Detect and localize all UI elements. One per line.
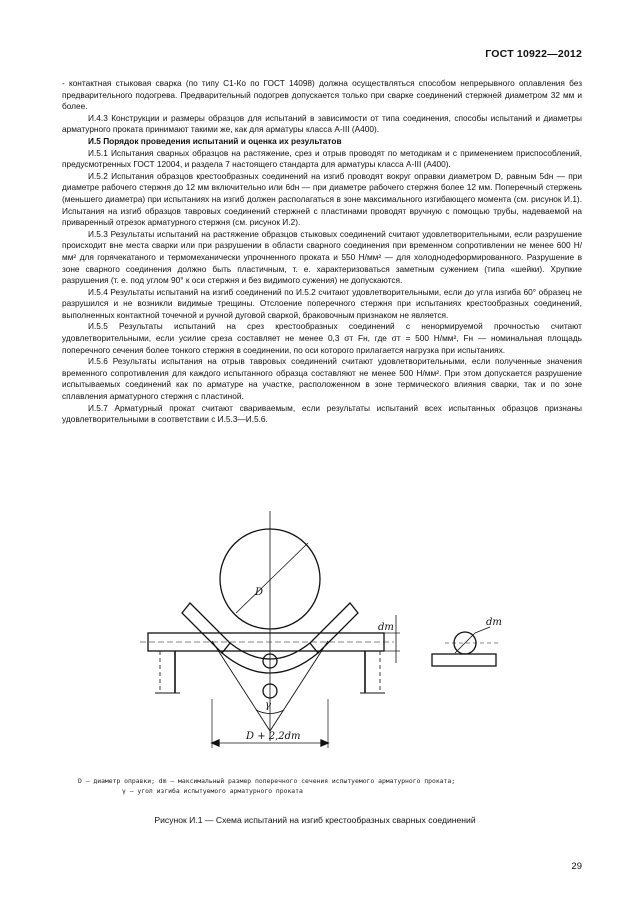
figure-bend-test-diagram xyxy=(60,503,580,768)
label-dm-detail: dm xyxy=(486,617,502,628)
body-text xyxy=(62,78,582,426)
bend-test-svg xyxy=(60,503,580,768)
label-gamma: γ xyxy=(265,700,271,711)
paragraph-i-5-4: И.5.4 Результаты испытаний на изгиб соединений по И.5.2 считают удовлетворительными, если до угла изгиба 60° образец не разрушился и не возникли видимые трещины. Отслоение поперечного стержня при испытаниях крестообразных соединений, выполненных контактной точечной и ручной дуговой сваркой, браковочным признаком не является. xyxy=(62,286,582,320)
section-heading-i-5: И.5 Порядок проведения испытаний и оценка их результатов xyxy=(88,135,342,146)
paragraph-i-5-3: И.5.3 Результаты испытаний на растяжение образцов стыковых соединений считают удовлетворительными, если разрушение происходит вне места сварки или при разрушении в области сварного соединения при временном сопротивлении не менее 600 Н/мм² для горячекатаного и термомеханически упрочненного проката и 550 Н/мм² — для холоднодеформированного. Разрушение в зоне сварного соединения должно быть пластичным, т. е. характеризоваться заметным сужением (типа «шейки). Хрупкие разрушения (т. е. под углом 90° к оси стержня и без видимого сужения) не допускаются. xyxy=(62,228,582,286)
legend-line-2: γ – угол изгиба испытуемого арматурного проката xyxy=(122,787,303,795)
paragraph-i-5-7: И.5.7 Арматурный прокат считают свариваемым, если результаты испытаний всех испытанных образцов признаны удовлетворительными в соответствии с И.5.3—И.5.6. xyxy=(62,402,582,425)
legend-line-1: D – диаметр оправки; dm – максимальный размер поперечного сечения испытуемого арматурного проката; xyxy=(78,777,456,785)
paragraph-welding: - контактная стыковая сварка (по типу С1-Ко по ГОСТ 14098) должна осуществляться способом непрерывного оплавления без предварительного подогрева. Предварительный подогрев допускается только при сварке соединений стержней диаметром 32 мм и более. xyxy=(62,78,582,112)
paragraph-i-5-6: И.5.6 Результаты испытания на отрыв тавровых соединений считают удовлетворительными, если полученные значения временного сопротивления для каждого испытанного образца составляют не менее 500 Н/мм². При этом допускается разрушение испытываемых соединений как по арматуре на участке, расположенном в зоне термического влияния сварки, так и по зоне сплавления арматурного стержня с пластиной. xyxy=(62,356,582,402)
label-width: D + 2,2dm xyxy=(246,731,301,742)
paragraph-i-5-2: И.5.2 Испытания образцов крестообразных соединений на изгиб проводят вокруг оправки диаметром D, равным 5dн — при диаметре рабочего стержня до 12 мм включительно или 6dн — при диаметре рабочего стержня более 12 мм. Поперечный стержень (меньшего диаметра) при испытаниях на изгиб должен располагаться в зоне максимального изгибающего момента (см. рисунок И.1). Испытания на изгиб образцов тавровых соединений стержней с пластинами проводят вручную с помощью трубы, надеваемой на приваренный отрезок арматурного стержня (см. рисунок И.2). xyxy=(62,170,582,228)
label-D: D xyxy=(255,587,264,598)
specimen-left-leg xyxy=(182,603,230,653)
figure-legend xyxy=(78,776,558,796)
angle-line-left xyxy=(212,641,270,731)
specimen-right-leg xyxy=(310,603,358,653)
paragraph-i-5-1: И.5.1 Испытания сварных образцов на растяжение, срез и отрыв проводят по методикам и с применением приспособлений, предусмотренных ГОСТ 12004, и раздела 7 настоящего стандарта для арматуры класса А-III (А400). xyxy=(62,147,582,170)
paragraph-i-4-3: И.4.3 Конструкции и размеры образцов для испытаний в зависимости от типа соединения, способы испытаний и диаметры арматурного проката принимают такими же, как для арматуры класса А-III (А400). xyxy=(62,112,582,135)
page-number: 29 xyxy=(571,861,582,872)
figure-caption: Рисунок И.1 — Схема испытаний на изгиб крестообразных сварных соединений xyxy=(154,815,476,825)
detail-diameter-line xyxy=(455,633,475,653)
mandrel-diameter-line xyxy=(236,543,308,613)
document-header: ГОСТ 10922—2012 xyxy=(485,48,582,60)
paragraph-i-5-5: И.5.5 Результаты испытаний на срез крестообразных соединений с ненормируемой прочностью считают удовлетворительными, если усилие среза составляет не менее 0,3 σт Fн, где σт = 500 Н/мм², Fн — номинальная площадь поперечного сечения более тонкого стержня в соединении, по оси которого прилагается нагрузка при испытаниях. xyxy=(62,321,582,355)
detail-plate xyxy=(432,654,496,666)
angle-line-right xyxy=(270,641,328,731)
label-dm-main: dm xyxy=(378,622,394,633)
